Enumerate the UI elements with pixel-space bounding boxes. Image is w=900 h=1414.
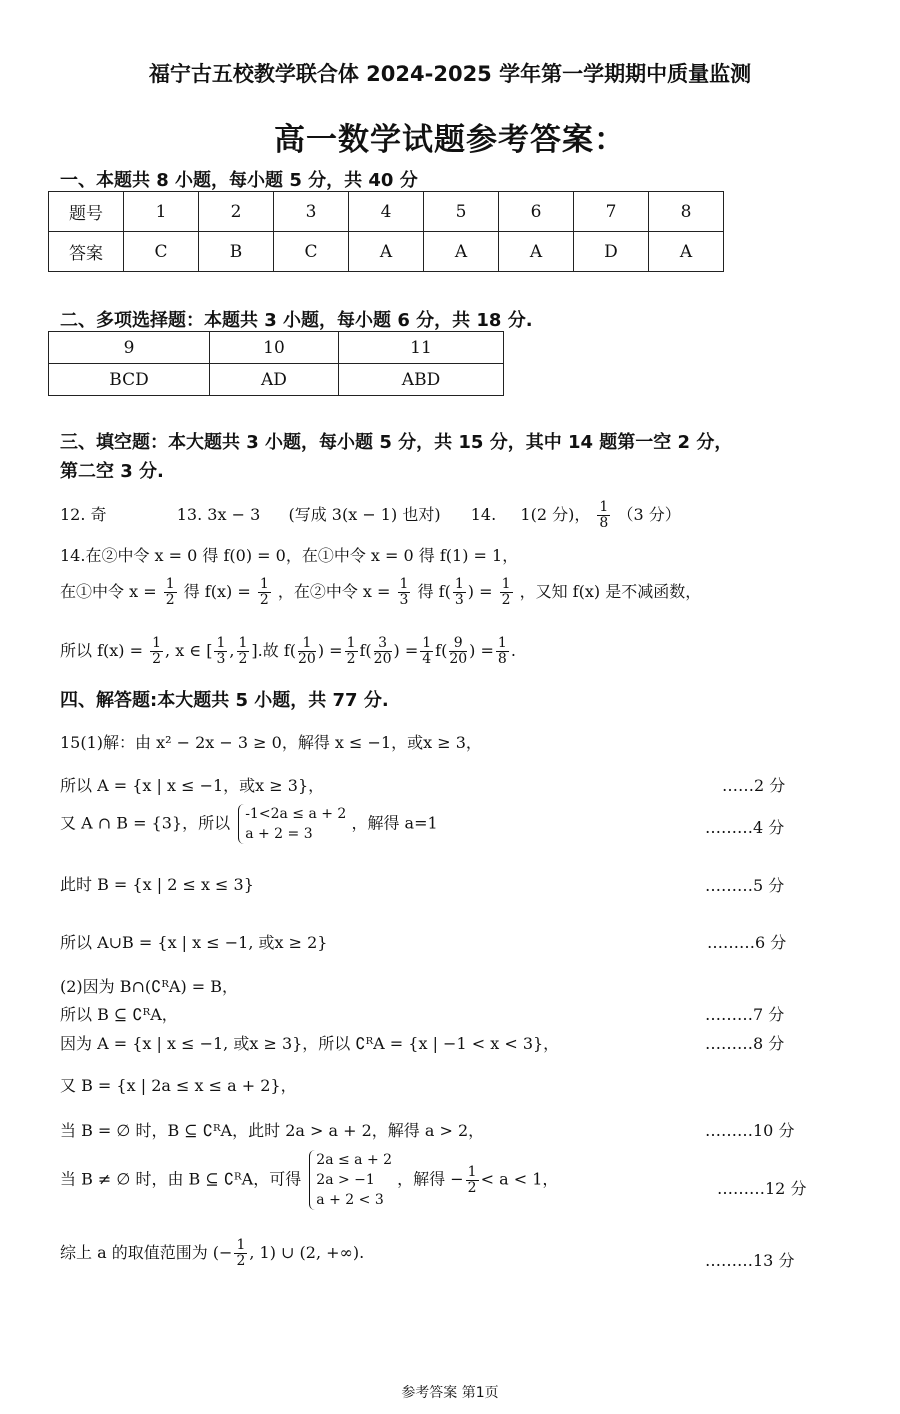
q15-part2-line4: 又 B = {x | 2a ≤ x ≤ a + 2}，	[60, 1076, 297, 1095]
question-number: 2	[199, 192, 274, 232]
q15-line5: 所以 A∪B = {x | x ≤ −1, 或x ≥ 2}	[60, 933, 328, 952]
fraction: $\frac{1}{3}$	[454, 576, 464, 608]
fraction: $\frac{1}{4}$	[422, 635, 432, 667]
fraction: $\frac{1}{2}$	[152, 635, 162, 667]
q14-first-answer: 1(2 分)，	[520, 505, 591, 524]
question-number: 4	[349, 192, 424, 232]
equation-system: -1<2a ≤ a + 2 a + 2 = 3	[238, 804, 346, 844]
answer-cell: ABD	[339, 364, 504, 396]
answer-cell: AD	[210, 364, 339, 396]
question-number: 8	[649, 192, 724, 232]
q15-part2-line1: (2)因为 B∩(∁ᴿA) = B，	[60, 977, 239, 996]
q14-second-answer: $\frac{1}{8}$	[599, 499, 609, 531]
answer-cell: BCD	[49, 364, 210, 396]
answer-cell: A	[349, 232, 424, 272]
question-number: 6	[499, 192, 574, 232]
section2-heading: 二、多项选择题：本题共 3 小题，每小题 6 分，共 18 分.	[60, 310, 533, 331]
fraction: $\frac{9}{20}$	[449, 635, 468, 667]
question-number: 11	[339, 332, 504, 364]
section4-heading: 四、解答题:本大题共 5 小题，共 77 分.	[60, 690, 389, 711]
table-row-answers	[49, 364, 504, 396]
score-marker: ………8 分	[705, 1034, 785, 1053]
fraction: $\frac{1}{3}$	[399, 576, 409, 608]
q15-part2-line5: 当 B = ∅ 时，B ⊆ ∁ᴿA，此时 2a > a + 2，解得 a > 2，	[60, 1121, 485, 1140]
score-marker: ………7 分	[705, 1005, 785, 1024]
score-marker: ………6 分	[707, 933, 787, 952]
row-label-question: 题号	[49, 192, 124, 232]
q15-part2-line2: 所以 B ⊆ ∁ᴿA，	[60, 1005, 178, 1024]
question-number: 10	[210, 332, 339, 364]
answer-cell: C	[274, 232, 349, 272]
fill-answers-row	[60, 500, 681, 531]
score-marker: ………12 分	[717, 1179, 807, 1198]
fraction: $\frac{3}{20}$	[373, 635, 392, 667]
table-row-questions	[49, 192, 724, 232]
fraction: $\frac{1}{2}$	[238, 635, 248, 667]
q14-label: 14.	[470, 505, 497, 524]
answer-cell: A	[424, 232, 499, 272]
q15-line4: 此时 B = {x | 2 ≤ x ≤ 3}	[60, 875, 254, 894]
answer-cell: D	[574, 232, 649, 272]
fraction: $\frac{1}{3}$	[216, 635, 226, 667]
q14-explanation-line2: 在①中令 x = $\frac{1}{2}$ 得 f(x) = $\frac{1}{2}$ ，在②中令 x = $\frac{1}{3}$ 得 f( $\frac{1}{3}$ ) = $\frac{1}{2}$ ，又知 f(x) 是不减函数，	[60, 576, 702, 608]
q13-note: (写成 3(x − 1) 也对)	[288, 505, 441, 524]
q14-explanation-line1: 14.在②中令 x = 0 得 f(0) = 0，在①中令 x = 0 得 f(1) = 1，	[60, 546, 519, 565]
answer-cell: B	[199, 232, 274, 272]
fraction: $\frac{1}{2}$	[501, 576, 511, 608]
fraction: $\frac{1}{20}$	[298, 635, 316, 667]
table-row-answers	[49, 232, 724, 272]
q14-explanation-line3: 所以 f(x) = $\frac{1}{2}$ , x ∈ [ $\frac{1}{3}$ , $\frac{1}{2}$ ].故 f( $\frac{1}{20}$ ) = $\frac{1}{2}$ f( $\frac{3}{20}$ ) = $\frac{1}{4}$ f( $\frac{9}{20}$ ) = $\frac{1}{8}$ .	[60, 635, 516, 667]
question-number: 7	[574, 192, 649, 232]
q12-label: 12.	[60, 505, 86, 524]
answer-cell: A	[499, 232, 574, 272]
score-marker: ……2 分	[722, 776, 786, 795]
fraction: $\frac{1}{2}$	[236, 1237, 246, 1269]
table-row-questions	[49, 332, 504, 364]
fraction: $\frac{1}{2}$	[165, 576, 175, 608]
fraction: $\frac{1}{2}$	[259, 576, 269, 608]
question-number: 1	[124, 192, 199, 232]
q15-line1: 15(1)解：由 x² − 2x − 3 ≥ 0，解得 x ≤ −1，或x ≥ 3，	[60, 733, 482, 752]
q15-part2-line6: 当 B ≠ ∅ 时，由 B ⊆ ∁ᴿA，可得 2a ≤ a + 2 2a > −1 a + 2 < 3 ，解得 − $\frac{1}{2}$ < a < 1，	[60, 1152, 559, 1208]
score-marker: ………4 分	[705, 818, 785, 837]
page-title: 高一数学试题参考答案：	[274, 122, 626, 158]
fraction: $\frac{1}{2}$	[467, 1163, 477, 1196]
answer-table-multi	[48, 331, 504, 396]
question-number: 9	[49, 332, 210, 364]
question-number: 3	[274, 192, 349, 232]
q15-line3: 又 A ∩ B = {3}，所以 -1<2a ≤ a + 2 a + 2 = 3 ，解得 a=1	[60, 806, 438, 842]
fraction: $\frac{1}{8}$	[497, 635, 507, 667]
answer-cell: C	[124, 232, 199, 272]
score-marker: ………13 分	[705, 1251, 795, 1270]
fraction: $\frac{1}{2}$	[346, 635, 356, 667]
score-marker: ………5 分	[705, 876, 785, 895]
question-number: 5	[424, 192, 499, 232]
exam-subtitle: 福宁古五校教学联合体 2024-2025 学年第一学期期中质量监测	[148, 62, 752, 86]
section3-heading-line2: 第二空 3 分.	[60, 461, 164, 482]
section1-heading: 一、本题共 8 小题，每小题 5 分，共 40 分	[60, 170, 418, 191]
q15-conclusion: 综上 a 的取值范围为 (− $\frac{1}{2}$ , 1) ∪ (2, +∞).	[60, 1237, 365, 1269]
page-footer: 参考答案 第1页	[401, 1385, 499, 1401]
row-label-answer: 答案	[49, 232, 124, 272]
q15-part2-line3: 因为 A = {x | x ≤ −1, 或x ≥ 3}，所以 ∁ᴿA = {x | −1 < x < 3}，	[60, 1034, 560, 1053]
q14-score: （3 分）	[617, 505, 681, 524]
score-marker: ………10 分	[705, 1121, 795, 1140]
q15-line2: 所以 A = {x | x ≤ −1，或x ≥ 3}，	[60, 776, 325, 795]
q13-label: 13.	[176, 505, 203, 524]
q12-answer: 奇	[90, 505, 107, 524]
section3-heading-line1: 三、填空题：本大题共 3 小题，每小题 5 分，共 15 分，其中 14 题第一空 2 分，	[60, 432, 733, 453]
inequality-system: 2a ≤ a + 2 2a > −1 a + 2 < 3	[309, 1150, 392, 1210]
answer-cell: A	[649, 232, 724, 272]
answer-table-single	[48, 191, 724, 272]
q13-answer: 3x − 3	[207, 505, 261, 524]
